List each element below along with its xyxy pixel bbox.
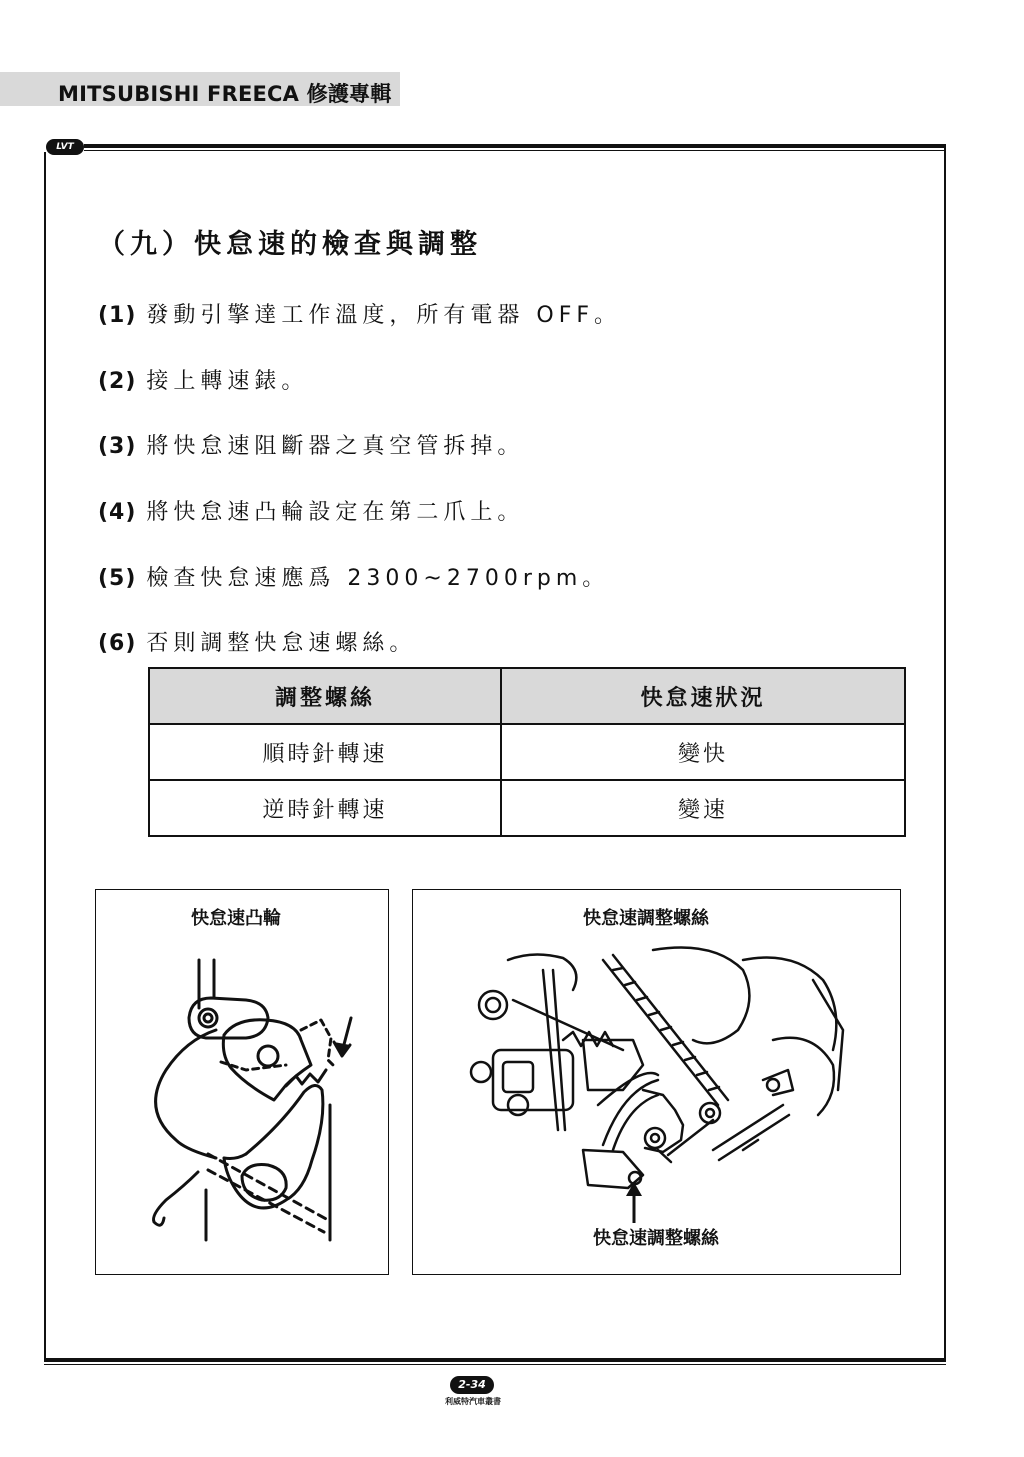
publisher-name: 利威特汽車叢書 [445, 1397, 501, 1406]
adjustment-table [148, 667, 906, 837]
step-2 [98, 364, 308, 395]
table-header-screw: 調整螺絲 [149, 668, 501, 724]
step-text: 發動引擎達工作溫度，所有電器 OFF。 [146, 303, 622, 328]
step-3 [98, 429, 524, 460]
table-cell: 變速 [501, 780, 905, 836]
frame-left-border [44, 152, 46, 1362]
bottom-rule [44, 1358, 946, 1362]
step-text: 接上轉速錶。 [146, 369, 309, 394]
step-number: (4) [98, 500, 137, 525]
table-row [149, 780, 905, 836]
header-title: MITSUBISHI FREECA 修護專輯 [58, 82, 392, 106]
step-number: (1) [98, 303, 137, 328]
top-rule-thin [84, 150, 946, 151]
table-cell: 變快 [501, 724, 905, 780]
top-rule [84, 144, 946, 148]
table-row [149, 724, 905, 780]
step-number: (6) [98, 631, 137, 656]
fast-idle-cam-illustration [96, 890, 388, 1274]
figure-fast-idle-adjusting-screw [412, 889, 901, 1275]
table-header-status: 快怠速狀況 [501, 668, 905, 724]
step-6 [98, 626, 416, 657]
step-1 [98, 298, 621, 329]
bottom-rule-thin [44, 1364, 946, 1365]
table-header-row [149, 668, 905, 724]
step-number: (2) [98, 369, 137, 394]
carburetor-illustration [413, 890, 900, 1274]
figure-caption-bottom: 快怠速調整螺絲 [593, 1228, 719, 1249]
page-number-badge: 2-34 [450, 1376, 494, 1394]
step-text: 將快怠速阻斷器之真空管拆掉。 [146, 434, 525, 459]
figure-fast-idle-cam [95, 889, 389, 1275]
step-4 [98, 495, 524, 526]
section-title: （九）快怠速的檢查與調整 [98, 229, 482, 260]
step-text: 否則調整快怠速螺絲。 [146, 631, 417, 656]
figure-caption-top: 快怠速調整螺絲 [583, 908, 709, 929]
step-text: 檢查快怠速應爲 2300~2700rpm。 [146, 566, 610, 591]
figure-caption: 快怠速凸輪 [191, 908, 281, 929]
table-cell: 順時針轉速 [149, 724, 501, 780]
step-number: (3) [98, 434, 137, 459]
publisher-logo-badge: LVT [46, 139, 84, 155]
frame-right-border [944, 148, 946, 1362]
step-5 [98, 561, 609, 592]
table-cell: 逆時針轉速 [149, 780, 501, 836]
step-text: 將快怠速凸輪設定在第二爪上。 [146, 500, 525, 525]
step-number: (5) [98, 566, 137, 591]
